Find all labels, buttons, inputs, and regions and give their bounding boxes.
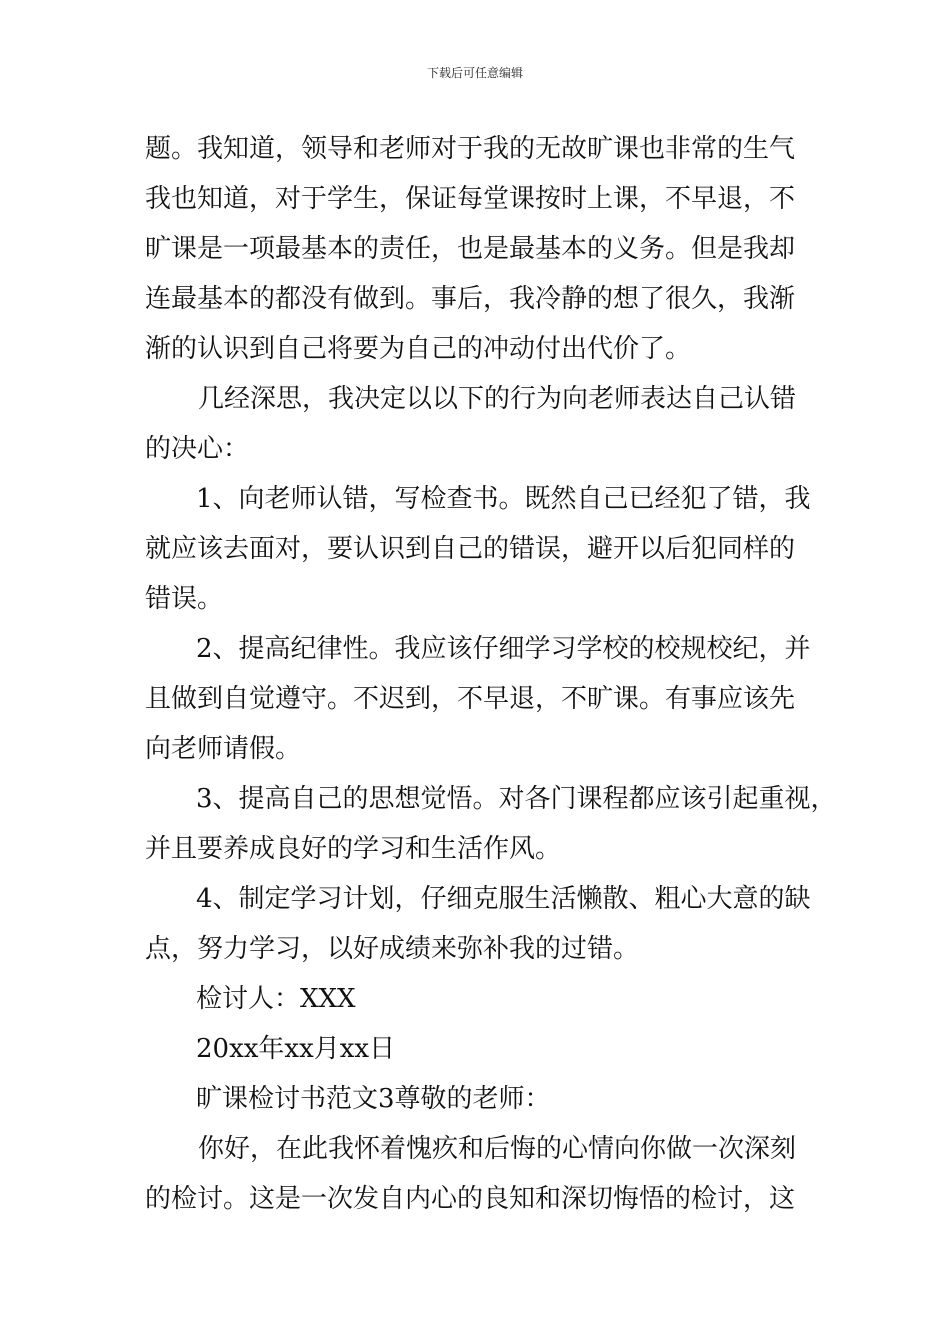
text-line: 渐的认识到自己将要为自己的冲动付出代价了。 (145, 334, 692, 364)
text-line: 的检讨。这是一次发自内心的良知和深切悔悟的检讨，这 (145, 1184, 796, 1214)
text-line: 我也知道，对于学生，保证每堂课按时上课，不早退，不 (145, 184, 796, 214)
text-line: 并且要养成良好的学习和生活作风。 (145, 834, 562, 864)
text-line: 且做到自觉遵守。不迟到，不早退，不旷课。有事应该先 (145, 684, 796, 714)
text-line: 旷课是一项最基本的责任，也是最基本的义务。但是我却 (145, 234, 796, 264)
text-line: 点，努力学习，以好成绩来弥补我的过错。 (145, 934, 640, 964)
text-line: 题。我知道，领导和老师对于我的无故旷课也非常的生气 (145, 134, 796, 164)
text-line: 2、提高纪律性。我应该仔细学习学校的校规校纪，并 (196, 634, 811, 664)
text-line: 错误。 (145, 584, 224, 614)
text-line: 4、制定学习计划，仔细克服生活懒散、粗心大意的缺 (196, 884, 811, 914)
text-line: 20xx年xx月xx日 (196, 1034, 396, 1064)
text-line: 3、提高自己的思想觉悟。对各门课程都应该引起重视， (196, 784, 837, 814)
text-line: 连最基本的都没有做到。事后，我冷静的想了很久，我渐 (145, 284, 796, 314)
text-line: 检讨人：XXX (196, 984, 356, 1014)
text-line: 的决心： (145, 434, 250, 464)
page-header: 下载后可任意编辑 (426, 66, 523, 80)
text-line: 1、向老师认错，写检查书。既然自己已经犯了错，我 (196, 484, 811, 514)
text-line: 几经深思，我决定以以下的行为向老师表达自己认错 (198, 384, 797, 414)
text-line: 旷课检讨书范文3尊敬的老师： (196, 1084, 551, 1114)
text-line: 就应该去面对，要认识到自己的错误，避开以后犯同样的 (145, 534, 796, 564)
text-line: 向老师请假。 (145, 734, 302, 764)
text-line: 你好，在此我怀着愧疚和后悔的心情向你做一次深刻 (198, 1134, 797, 1164)
